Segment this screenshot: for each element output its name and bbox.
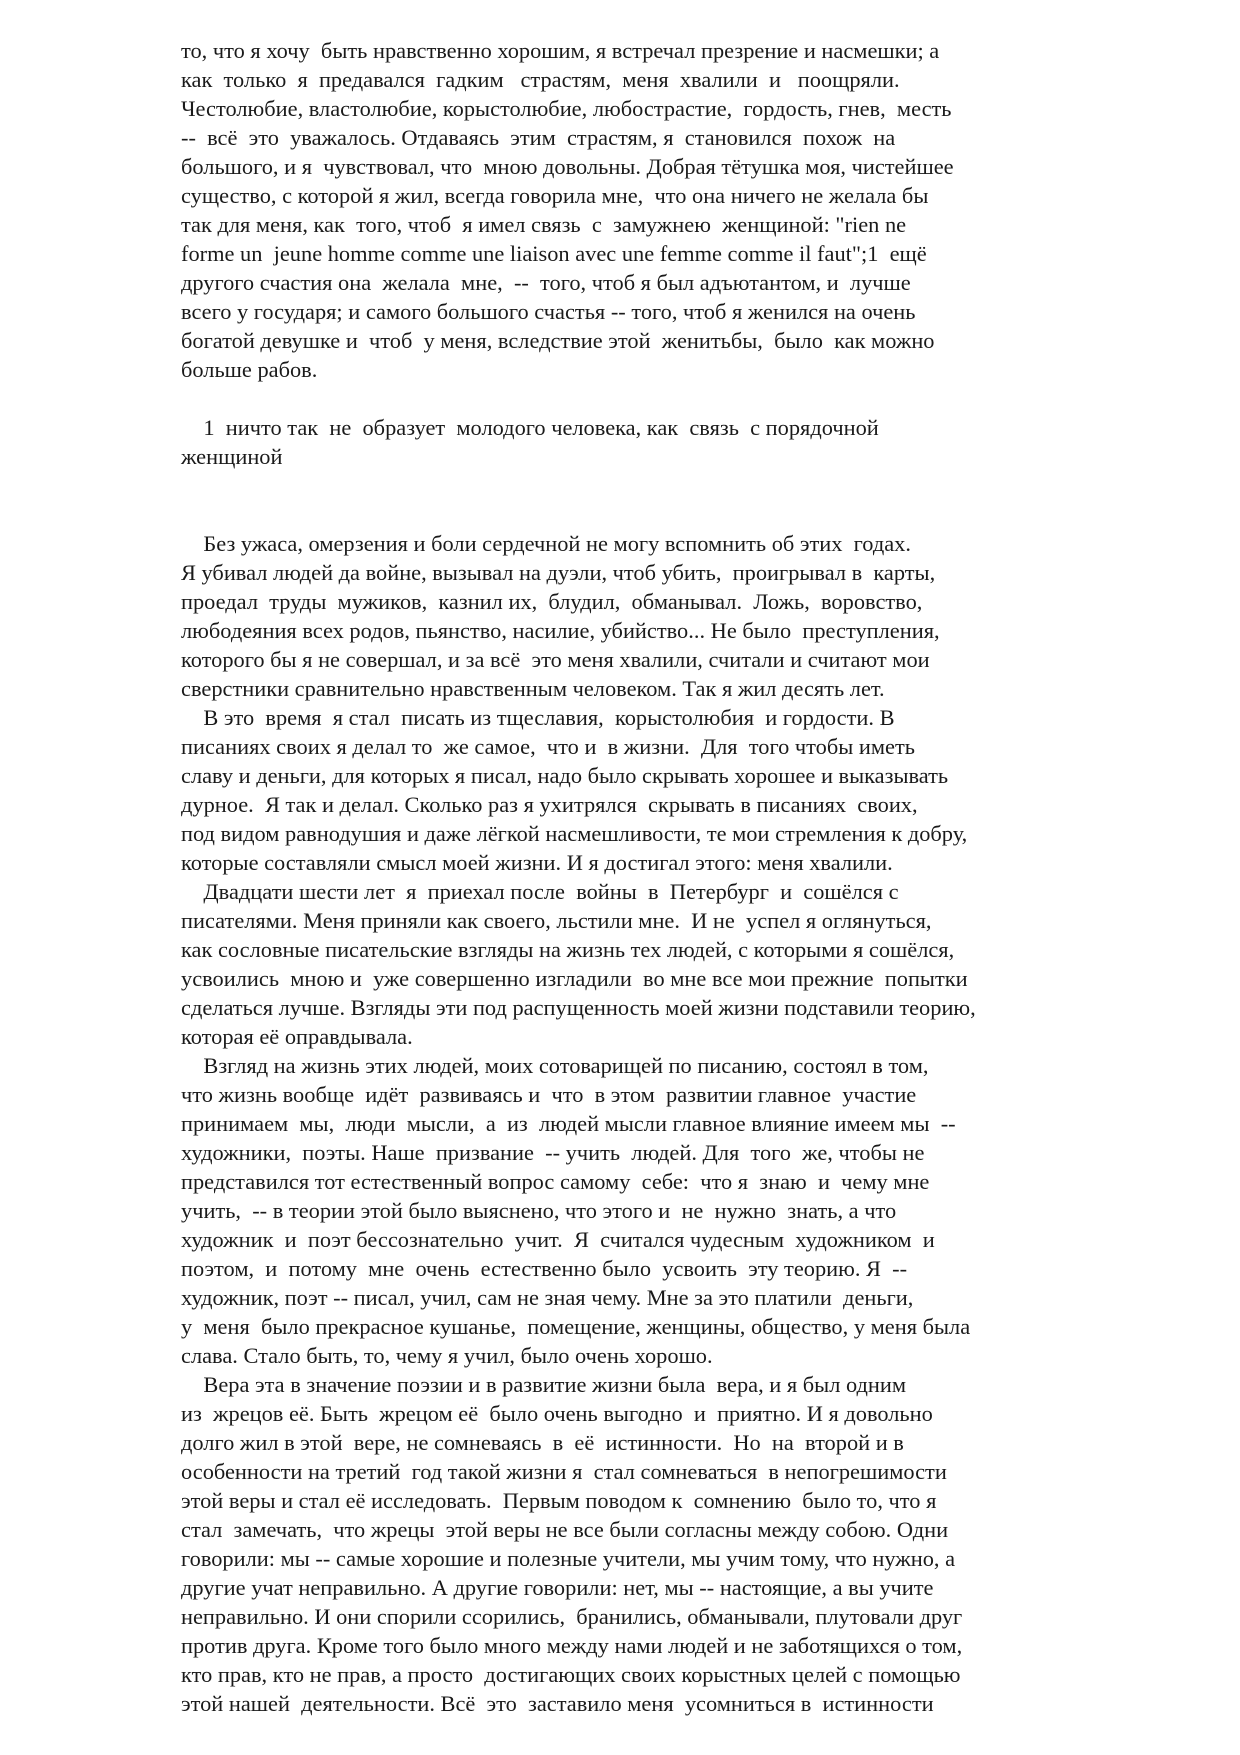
text-line: слава. Стало быть, то, чему я учил, было очень хорошо. <box>181 1343 713 1368</box>
text-line: писаниях своих я делал то же самое, что и в жизни. Для того чтобы иметь <box>181 734 915 759</box>
text-line: художник и поэт бессознательно учит. Я считался чудесным художником и <box>181 1227 935 1252</box>
text-line: В это время я стал писать из тщеславия, корыстолюбия и гордости. В <box>181 705 895 730</box>
text-line: славу и деньги, для которых я писал, надо было скрывать хорошее и выказывать <box>181 763 949 788</box>
text-line: forme un jeune homme comme une liaison avec une femme comme il faut";1 ещё <box>181 241 927 266</box>
text-line: усвоились мною и уже совершенно изгладили во мне все мои прежние попытки <box>181 966 968 991</box>
footnote <box>181 413 1081 471</box>
text-line: принимаем мы, люди мысли, а из людей мысли главное влияние имеем мы -- <box>181 1111 956 1136</box>
text-line: художники, поэты. Наше призвание -- учить людей. Для того же, чтобы не <box>181 1140 925 1165</box>
text-line: как только я предавался гадким страстям, меня хвалили и поощряли. <box>181 67 900 92</box>
text-line: существо, с которой я жил, всегда говорила мне, что она ничего не желала бы <box>181 183 929 208</box>
text-line: то, что я хочу быть нравственно хорошим, я встречал презрение и насмешки; а <box>181 38 940 63</box>
text-line: Без ужаса, омерзения и боли сердечной не могу вспомнить об этих годах. <box>181 531 911 556</box>
text-line: художник, поэт -- писал, учил, сам не зная чему. Мне за это платили деньги, <box>181 1285 914 1310</box>
text-line: богатой девушке и чтоб у меня, вследствие этой женитьбы, было как можно <box>181 328 935 353</box>
text-line: Взгляд на жизнь этих людей, моих сотоварищей по писанию, состоял в том, <box>181 1053 929 1078</box>
text-line: женщиной <box>181 444 283 469</box>
text-line: Двадцати шести лет я приехал после войны в Петербург и сошёлся с <box>181 879 899 904</box>
text-line: Я убивал людей да войне, вызывал на дуэли, чтоб убить, проигрывал в карты, <box>181 560 936 585</box>
text-line: из жрецов её. Быть жрецом её было очень выгодно и приятно. И я довольно <box>181 1401 933 1426</box>
text-line: дурное. Я так и делал. Сколько раз я ухитрялся скрывать в писаниях своих, <box>181 792 918 817</box>
text-line: представился тот естественный вопрос самому себе: что я знаю и чему мне <box>181 1169 930 1194</box>
text-line: писателями. Меня приняли как своего, льстили мне. И не успел я оглянуться, <box>181 908 932 933</box>
text-line: которого бы я не совершал, и за всё это меня хвалили, считали и считают мои <box>181 647 930 672</box>
text-line: особенности на третий год такой жизни я стал сомневаться в непогрешимости <box>181 1459 947 1484</box>
text-line: другие учат неправильно. А другие говорили: нет, мы -- настоящие, а вы учите <box>181 1575 934 1600</box>
text-line: Честолюбие, властолюбие, корыстолюбие, любострастие, гордость, гнев, месть <box>181 96 952 121</box>
text-line: проедал труды мужиков, казнил их, блудил, обманывал. Ложь, воровство, <box>181 589 923 614</box>
text-line: сверстники сравнительно нравственным человеком. Так я жил десять лет. <box>181 676 885 701</box>
paragraph-years <box>181 529 1081 1718</box>
text-line: у меня было прекрасное кушанье, помещение, женщины, общество, у меня была <box>181 1314 971 1339</box>
text-line: сделаться лучше. Взгляды эти под распущенность моей жизни подставили теорию, <box>181 995 976 1020</box>
text-line: этой веры и стал её исследовать. Первым поводом к сомнению было то, что я <box>181 1488 937 1513</box>
text-line: любодеяния всех родов, пьянство, насилие, убийство... Не было преступления, <box>181 618 940 643</box>
text-line: другого счастия она желала мне, -- того, чтоб я был адъютантом, и лучше <box>181 270 911 295</box>
text-line: учить, -- в теории этой было выяснено, что этого и не нужно знать, а что <box>181 1198 897 1223</box>
text-line: этой нашей деятельности. Всё это заставило меня усомниться в истинности <box>181 1691 934 1716</box>
text-line: как сословные писательские взгляды на жизнь тех людей, с которыми я сошёлся, <box>181 937 955 962</box>
text-line: которая её оправдывала. <box>181 1024 413 1049</box>
text-line: под видом равнодушия и даже лёгкой насмешливости, те мои стремления к добру, <box>181 821 968 846</box>
text-line: что жизнь вообще идёт развиваясь и что в этом развитии главное участие <box>181 1082 917 1107</box>
text-line: -- всё это уважалось. Отдаваясь этим страстям, я становился похож на <box>181 125 896 150</box>
text-line: долго жил в этой вере, не сомневаясь в её истинности. Но на второй и в <box>181 1430 904 1455</box>
text-line: стал замечать, что жрецы этой веры не все были согласны между собою. Одни <box>181 1517 949 1542</box>
text-line: большого, и я чувствовал, что мною довольны. Добрая тётушка моя, чистейшее <box>181 154 954 179</box>
text-line: больше рабов. <box>181 357 318 382</box>
text-line: так для меня, как того, чтоб я имел связь с замужнею женщиной: "rien ne <box>181 212 907 237</box>
text-line: говорили: мы -- самые хорошие и полезные учители, мы учим тому, что нужно, а <box>181 1546 956 1571</box>
text-line: неправильно. И они спорили ссорились, бранились, обманывали, плутовали друг <box>181 1604 963 1629</box>
paragraph-continued <box>181 36 1081 384</box>
text-line: против друга. Кроме того было много между нами людей и не заботящихся о том, <box>181 1633 963 1658</box>
text-line: которые составляли смысл моей жизни. И я достигал этого: меня хвалили. <box>181 850 893 875</box>
text-line: Вера эта в значение поэзии и в развитие жизни была вера, и я был одним <box>181 1372 907 1397</box>
text-line: 1 ничто так не образует молодого человека, как связь с порядочной <box>181 415 879 440</box>
text-line: поэтом, и потому мне очень естественно было усвоить эту теорию. Я -- <box>181 1256 908 1281</box>
text-line: всего у государя; и самого большого счастья -- того, чтоб я женился на очень <box>181 299 916 324</box>
text-line: кто прав, кто не прав, а просто достигающих своих корыстных целей с помощью <box>181 1662 961 1687</box>
